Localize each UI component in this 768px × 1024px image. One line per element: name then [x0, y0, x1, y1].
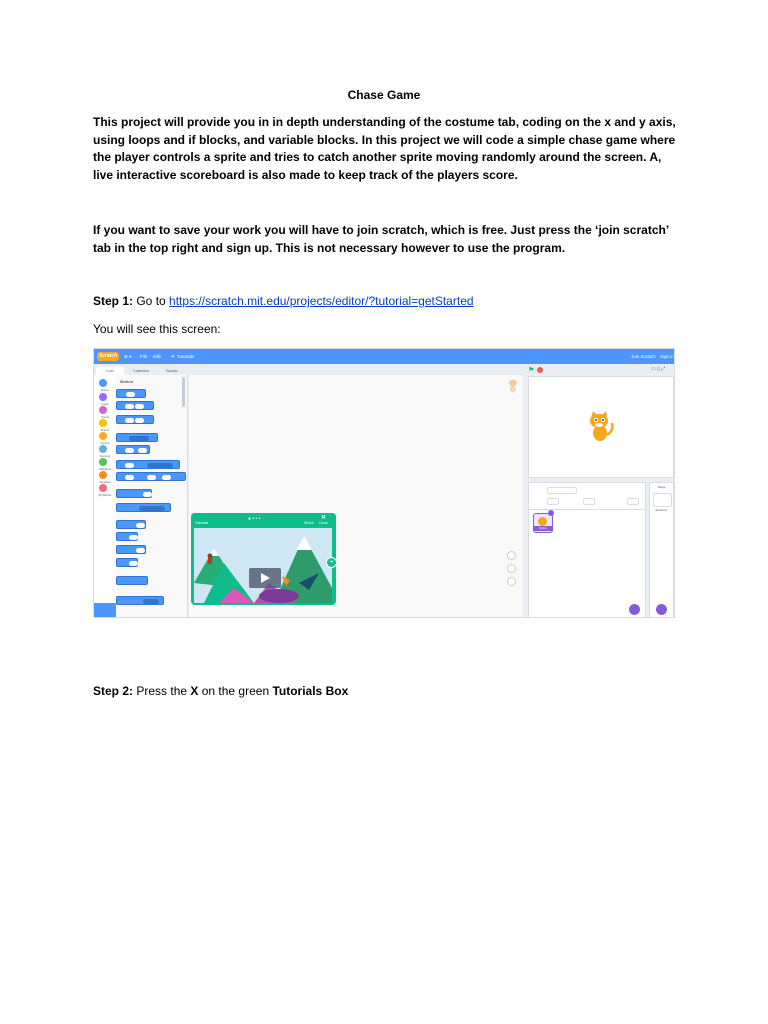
- stage-label: Stage: [657, 485, 666, 489]
- tutorials-box: [191, 513, 336, 605]
- see-screen-text: You will see this screen:: [93, 322, 221, 336]
- choose-backdrop-button: [656, 604, 667, 615]
- globe-icon: ⊕ ▾: [124, 354, 132, 359]
- step2-x: X: [190, 684, 199, 698]
- choose-sprite-button: [629, 604, 640, 615]
- stage: [528, 376, 674, 478]
- lightbulb-icon: ✦: [171, 354, 175, 359]
- doc-title: Chase Game: [347, 88, 421, 102]
- tutorials-title: Tutorials: [195, 521, 209, 525]
- save-note-paragraph: If you want to save your work you will have to join scratch, which is free. Just press the ‘join scratch’ tab in the top right and sign up. This is not necessary however to use the program.: [93, 223, 669, 255]
- motion-block: [116, 545, 146, 554]
- motion-block: [116, 520, 146, 529]
- category-dot: [99, 393, 107, 401]
- tab-code: Code: [96, 367, 124, 375]
- green-flag-icon: ⚑: [528, 367, 535, 374]
- zoom-in-icon: [507, 551, 516, 560]
- step2-line: [93, 684, 348, 698]
- step1-label: Step 1:: [93, 294, 134, 308]
- scratch-logo: Scratch: [98, 353, 118, 359]
- progress-dots: ● • • •: [248, 516, 261, 522]
- next-arrow-button: ➔: [326, 557, 336, 568]
- menu-join: Join Scratch: [631, 354, 656, 359]
- menu-file: File: [140, 354, 148, 359]
- tutorial-header: [191, 513, 336, 527]
- category-palette: [94, 375, 117, 618]
- backdrops-label: Backdrops: [655, 509, 668, 512]
- cat-sprite-icon: [585, 411, 615, 443]
- motion-block: [116, 389, 146, 398]
- scratch-editor-link[interactable]: https://scratch.mit.edu/projects/editor/?tutorial=getStarted: [169, 294, 474, 308]
- layout-icons: ▭ ▯ ⤢: [651, 366, 666, 372]
- intro-paragraph: This project will provide you in in depth understanding of the costume tab, coding on the x and y axis, using loops and if blocks, and variable blocks. In this project we will code a simple chase game where the player controls a sprite and tries to catch another sprite moving randomly around the screen. A, live interactive scoreboard is also made to keep track of the players score.: [93, 115, 676, 182]
- sprite-tile-label: Sprite1: [534, 526, 552, 531]
- category-dot: [99, 484, 107, 492]
- motion-block: [116, 558, 138, 567]
- step2-pre: Press the: [133, 684, 191, 698]
- blocks-palette: [116, 375, 188, 618]
- shrink-label: Shrink: [304, 521, 314, 525]
- tab-costumes: Costumes: [133, 369, 149, 373]
- palette-heading: Motion: [120, 379, 134, 384]
- category-dot: [99, 432, 107, 440]
- step2-box: Tutorials Box: [272, 684, 349, 698]
- stage-pane: [649, 482, 674, 618]
- motion-block: [116, 489, 152, 498]
- step2-mid: on the green: [198, 684, 273, 698]
- step1-text: Go to: [133, 294, 170, 308]
- category-label: Variables: [99, 480, 111, 484]
- category-dot: [99, 419, 107, 427]
- motion-block: [116, 415, 154, 424]
- scratch-editor-screenshot: [93, 348, 675, 618]
- menu-edit: Edit: [153, 354, 161, 359]
- menu-signin: Sign in: [660, 354, 674, 359]
- stop-icon: [537, 367, 543, 373]
- step2-label: Step 2:: [93, 684, 134, 698]
- step1-line: [93, 294, 474, 308]
- delete-sprite-icon: [548, 510, 554, 516]
- motion-block: [116, 532, 138, 541]
- menu-tutorials: Tutorials: [177, 354, 195, 359]
- category-label: My Blocks: [98, 493, 112, 497]
- category-dot: [99, 458, 107, 466]
- palette-scrollbar: [182, 377, 185, 407]
- add-extension-button: [94, 603, 116, 618]
- motion-block: [116, 433, 158, 442]
- motion-block: [116, 472, 186, 481]
- category-label: Motion: [100, 388, 110, 392]
- zoom-out-icon: [507, 564, 516, 573]
- close-label: Close: [319, 521, 328, 525]
- category-label: Control: [100, 441, 110, 445]
- menu-bar: [94, 349, 674, 364]
- sprite-pane: [528, 482, 646, 618]
- motion-block: [116, 460, 180, 469]
- category-label: Sensing: [99, 454, 111, 458]
- category-dot: [99, 406, 107, 414]
- category-dot: [99, 471, 107, 479]
- category-dot: [99, 445, 107, 453]
- motion-block: [116, 445, 150, 454]
- stage-toolbar: [525, 364, 675, 376]
- zoom-reset-icon: [507, 577, 516, 586]
- category-dot: [99, 379, 107, 387]
- motion-block: [116, 401, 154, 410]
- tab-sounds: Sounds: [166, 369, 178, 373]
- category-label: Sound: [100, 415, 110, 419]
- sprite-thumbnail-icon: [507, 379, 519, 393]
- editor-tabs: [94, 364, 189, 375]
- close-icon: ✕: [321, 515, 327, 521]
- motion-block: [116, 503, 171, 512]
- category-label: Events: [100, 428, 110, 432]
- motion-block: [116, 596, 164, 605]
- motion-block: [116, 576, 148, 585]
- sprite-info-bar: [529, 483, 645, 510]
- category-label: Looks: [101, 402, 109, 406]
- sprite-tile: [533, 513, 553, 533]
- category-label: Operators: [98, 467, 112, 471]
- tutorial-video-thumbnail: [194, 528, 332, 603]
